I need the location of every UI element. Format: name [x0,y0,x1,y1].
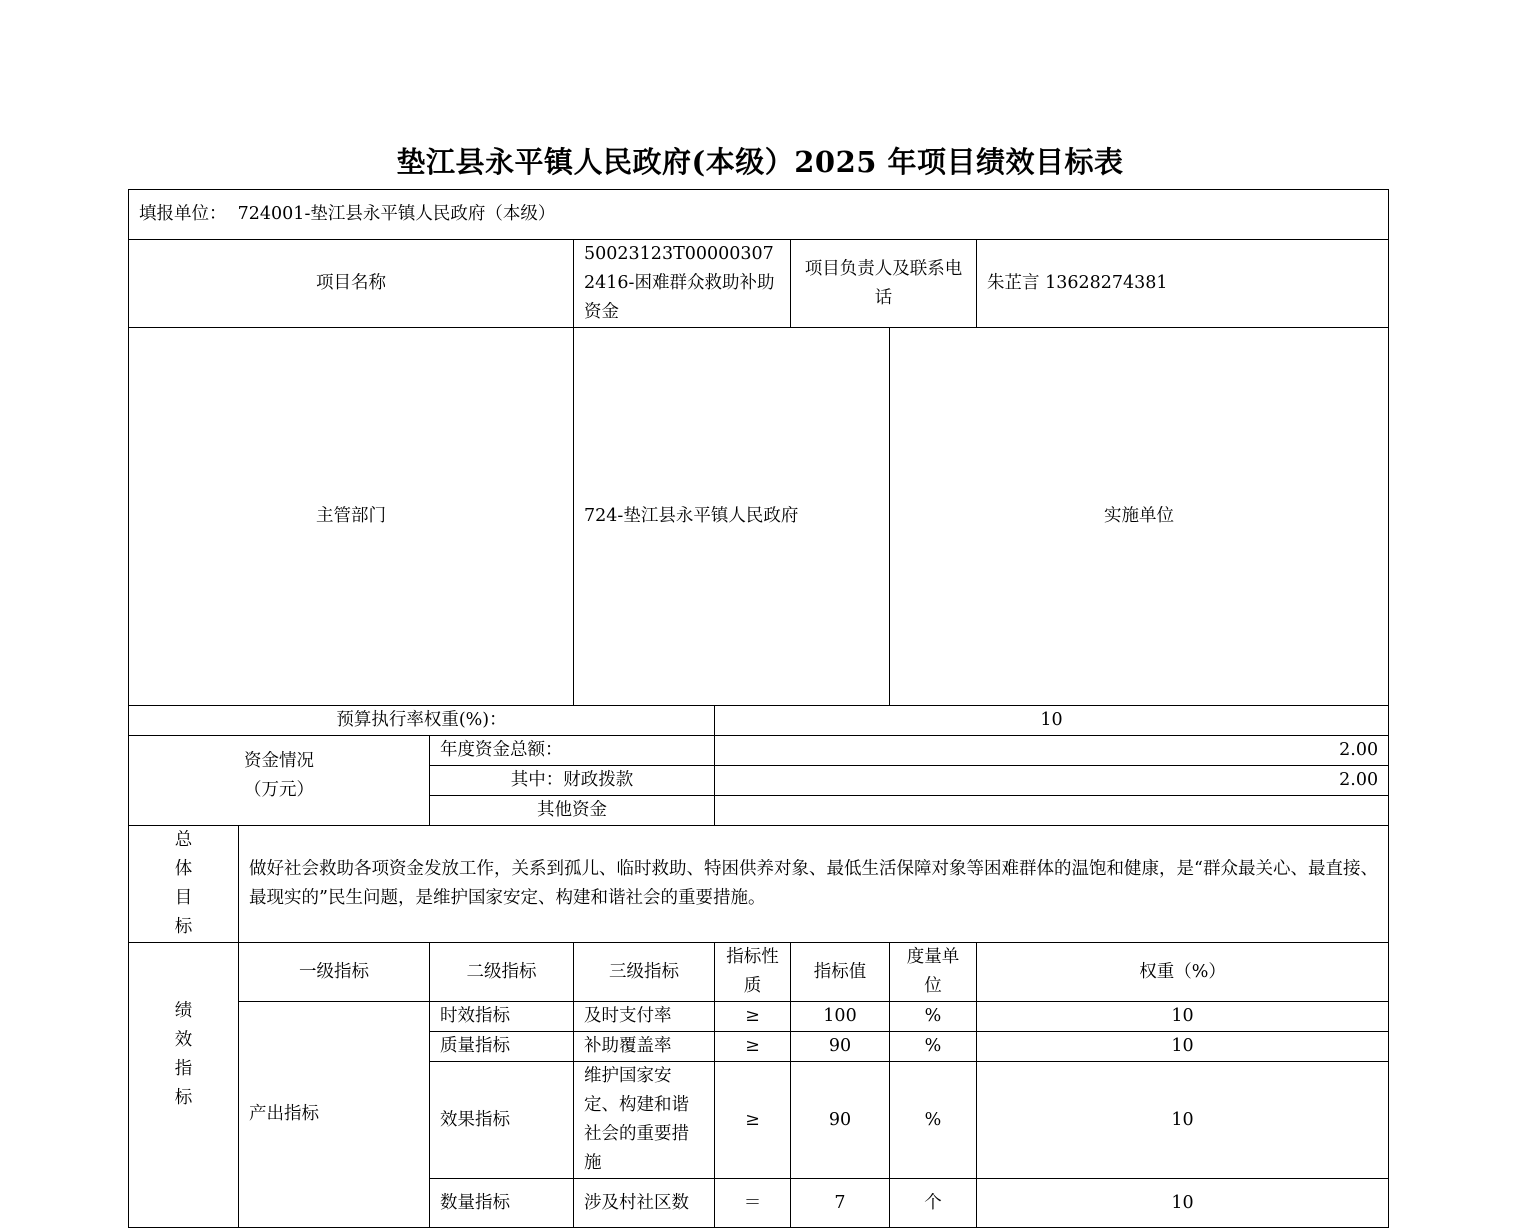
budget-rate-value: 10 [715,706,1389,736]
indicators-char: 效 [174,1030,193,1050]
row-level2: 数量指标 [430,1179,574,1228]
project-name-label: 项目名称 [129,240,574,328]
row-value: 90 [791,1062,890,1179]
header-level3: 三级指标 [574,943,715,1002]
row-value: 90 [791,1032,890,1062]
page-title: 垫江县永平镇人民政府(本级）2025 年项目绩效目标表 [396,145,1124,179]
overall-goal-row [129,826,1389,943]
funds-label-line2: （万元） [244,779,314,800]
funds-other-value [715,796,1389,826]
row-unit: % [890,1062,977,1179]
row-unit: % [890,1002,977,1032]
row-level2: 质量指标 [430,1032,574,1062]
overall-goal-label [129,826,239,943]
funds-fiscal-value: 2.00 [715,766,1389,796]
indicators-char: 指 [174,1059,193,1079]
overall-goal-char: 目 [174,888,193,908]
funds-annual-row [129,736,1389,766]
row-unit: 个 [890,1179,977,1228]
dept-label: 主管部门 [129,328,574,706]
table-row [129,1002,1389,1032]
performance-target-table [128,189,1389,1228]
level1-output: 产出指标 [239,1002,430,1228]
project-leader-label: 项目负责人及联系电话 [791,240,977,328]
indicators-char: 标 [174,1088,193,1108]
overall-goal-text: 做好社会救助各项资金发放工作，关系到孤儿、临时救助、特困供养对象、最低生活保障对象等困难群体的温饱和健康，是“群众最关心、最直接、最现实的”民生问题，是维护国家安定、构建和谐社会的重要措施。 [239,826,1389,943]
dept-row [129,328,1389,706]
row-value: 100 [791,1002,890,1032]
project-name-value: 50023123T000003072416-困难群众救助补助资金 [574,240,791,328]
fill-unit-value: 724001-垫江县永平镇人民政府（本级） [237,204,556,224]
row-nature: ≥ [715,1062,791,1179]
header-unit: 度量单位 [890,943,977,1002]
row-level2: 时效指标 [430,1002,574,1032]
indicator-header-row [129,943,1389,1002]
row-level3: 涉及村社区数 [574,1179,715,1228]
row-weight: 10 [977,1179,1389,1228]
indicators-label [129,943,239,1228]
row-level3: 维护国家安定、构建和谐社会的重要措施 [574,1062,715,1179]
impl-unit-label: 实施单位 [890,328,1389,706]
header-level1: 一级指标 [239,943,430,1002]
header-nature: 指标性质 [715,943,791,1002]
row-nature: ＝ [715,1179,791,1228]
funds-other-label: 其他资金 [430,796,715,826]
row-weight: 10 [977,1002,1389,1032]
funds-annual-value: 2.00 [715,736,1389,766]
row-level3: 及时支付率 [574,1002,715,1032]
row-level3: 补助覆盖率 [574,1032,715,1062]
header-value: 指标值 [791,943,890,1002]
dept-value: 724-垫江县永平镇人民政府 [574,328,890,706]
indicators-char: 绩 [174,1001,193,1021]
project-row [129,240,1389,328]
row-unit: % [890,1032,977,1062]
budget-rate-label: 预算执行率权重(%)： [129,706,715,736]
fill-unit-label: 填报单位： [139,204,227,224]
header-weight: 权重（%） [977,943,1389,1002]
overall-goal-char: 标 [174,917,193,937]
row-nature: ≥ [715,1032,791,1062]
funds-label-line1: 资金情况 [244,750,314,771]
row-level2: 效果指标 [430,1062,574,1179]
fill-unit-cell [129,190,1389,240]
overall-goal-char: 体 [174,859,193,879]
row-value: 7 [791,1179,890,1228]
funds-annual-label: 年度资金总额： [430,736,715,766]
funds-label [129,736,430,826]
budget-rate-row [129,706,1389,736]
row-weight: 10 [977,1062,1389,1179]
fill-unit-row [129,190,1389,240]
row-nature: ≥ [715,1002,791,1032]
funds-fiscal-label: 其中：财政拨款 [430,766,715,796]
project-leader-value: 朱芷言 13628274381 [977,240,1389,328]
overall-goal-char: 总 [174,830,193,850]
row-weight: 10 [977,1032,1389,1062]
header-level2: 二级指标 [430,943,574,1002]
